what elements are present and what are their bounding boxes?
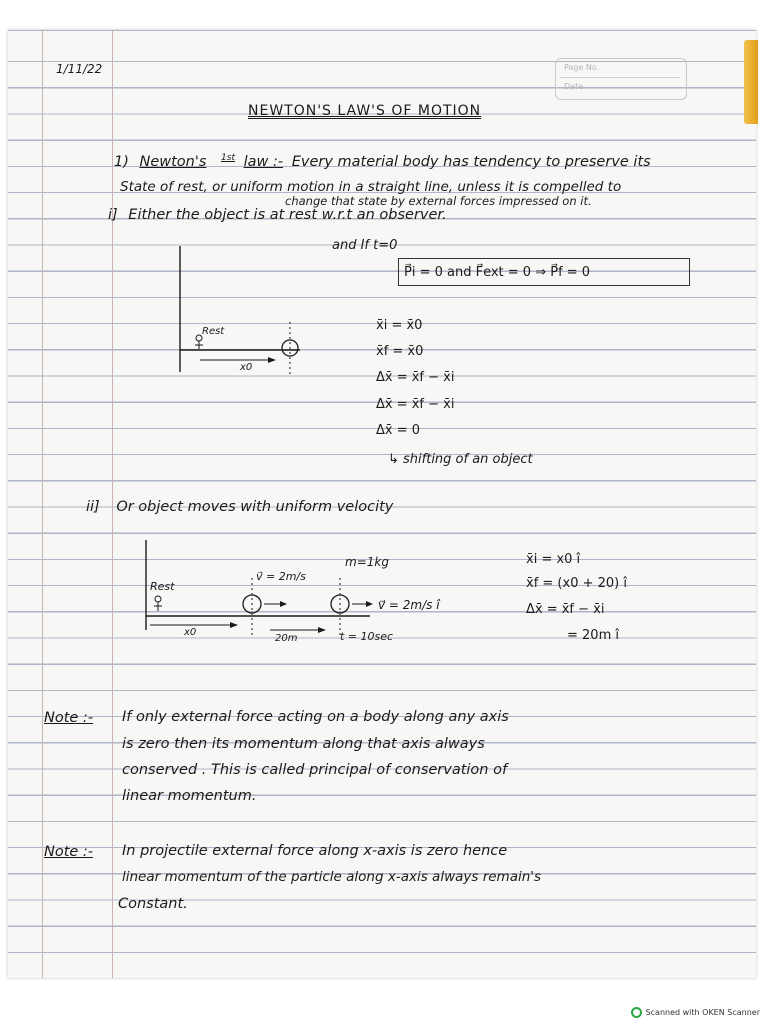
case-i-note: ↳ shifting of an object [388, 452, 533, 467]
case-i-rest-label: Rest [202, 326, 225, 337]
first-law-word: law :- [243, 153, 284, 170]
first-law-statement-1: Every material body has tendency to preserve its [291, 153, 651, 170]
note-2-line: In projectile external force along x-axis is zero hence [122, 843, 508, 859]
case-ii-mass: m=1kg [345, 555, 389, 569]
first-law-number: 1) [114, 153, 129, 170]
case-i-text: Either the object is at rest w.r.t an observer. [128, 207, 447, 223]
case-ii-time-label: t = 10sec [340, 630, 394, 643]
note-2-line: Constant. [118, 896, 188, 912]
case-ii-equation: x̄i = x0 î [526, 552, 581, 567]
case-ii-rest-label: Rest [150, 580, 175, 593]
case-ii-distance-label: 20m [275, 633, 298, 644]
case-ii-equation: = 20m î [567, 628, 619, 643]
case-i-equation: x̄f = x̄0 [376, 344, 424, 359]
case-ii-label: ii] [86, 499, 100, 515]
first-law-name: Newton's [139, 153, 207, 170]
scanner-text: Scanned with OKEN Scanner [645, 1008, 760, 1017]
note-2-line: linear momentum of the particle along x-axis always remain's [122, 869, 542, 885]
scanner-watermark [631, 1007, 760, 1018]
case-ii-x0-label: x0 [184, 627, 197, 638]
case-i-equation: x̄i = x̄0 [376, 318, 423, 333]
case-ii-velocity-right: v⃗ = 2m/s î [378, 598, 440, 612]
first-law-statement-3: change that state by external forces impressed on it. [285, 194, 592, 208]
note-1-line: If only external force acting on a body along any axis [122, 709, 509, 725]
page-date: 1/11/22 [56, 62, 103, 76]
first-law-ordinal: 1st [221, 153, 235, 163]
scanner-logo-icon [631, 1007, 642, 1018]
case-i-equation: Δx̄ = x̄f − x̄i [376, 397, 455, 412]
page-title: NEWTON'S LAW'S OF MOTION [248, 103, 482, 119]
case-ii-velocity-top: v⃗ = 2m/s [256, 570, 306, 583]
case-i-equation: Δx̄ = x̄f − x̄i [376, 370, 455, 385]
note-1-line: linear momentum. [122, 788, 257, 804]
boxed-equation: P⃗i = 0 and F⃗ext = 0 ⇒ P⃗f = 0 [404, 265, 591, 280]
note-1-line: is zero then its momentum along that axis always [122, 736, 485, 752]
note-1-line: conserved . This is called principal of conservation of [122, 762, 508, 778]
case-i-x0-label: x0 [240, 362, 253, 373]
case-ii-equation: x̄f = (x0 + 20) î [526, 576, 627, 591]
case-i-label: i] [108, 207, 118, 223]
case-i-condition: and If t=0 [332, 238, 398, 253]
first-law-statement-2: State of rest, or uniform motion in a straight line, unless it is compelled to [120, 179, 622, 195]
page-no-label: Page No. [564, 63, 600, 72]
date-label: Date [564, 82, 584, 91]
case-ii-text: Or object moves with uniform velocity [116, 499, 394, 515]
note-1-label: Note :- [44, 710, 94, 726]
case-i-equation: Δx̄ = 0 [376, 423, 421, 438]
case-ii-equation: Δx̄ = x̄f − x̄i [526, 602, 605, 617]
note-2-label: Note :- [44, 844, 94, 860]
